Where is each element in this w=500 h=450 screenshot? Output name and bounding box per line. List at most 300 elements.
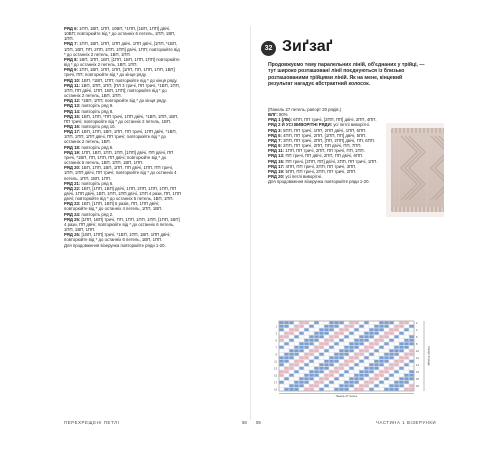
instruction-row — [64, 165, 182, 180]
chart-cell — [364, 349, 368, 352]
chart-cell — [399, 356, 403, 359]
chart-cell — [289, 332, 293, 335]
row-label: РЯД 9: — [64, 67, 78, 73]
chart-cell — [319, 328, 323, 331]
chart-cell — [384, 370, 388, 373]
chart-cell — [284, 325, 288, 328]
chart-cell — [349, 356, 353, 359]
row-text: 80% — [279, 112, 288, 118]
chart-cell — [284, 342, 288, 345]
chart-cell — [289, 363, 293, 366]
chart-cell — [304, 381, 308, 384]
row-text: 1ПП, 1ВП, 1ПП, 1ПП двічі, 1ПП двічі, [1ПП, *1ВП, 1ПП, 1ВП, ПП, 2ПП, 1ПП, 1ПП] двічі, 1ПП; повторюйте від * до останніх 2 петель, 1ВП, 1ПП. — [64, 41, 180, 57]
row-label: РЯД 3: — [268, 127, 282, 133]
chart-cell — [299, 332, 303, 335]
chart-cell — [314, 374, 318, 377]
chart-cell — [319, 332, 323, 335]
row-text: [1ВП, 1ПП] тричі, *1ВП, 1ПП, 1ВП, 1ПП двічі; повторюйте від * до останніх 6 петель, 1ВП, 1ПП. — [64, 232, 171, 243]
page-gutter — [250, 26, 251, 420]
chart-cell — [379, 325, 383, 328]
chart-cell — [379, 339, 383, 342]
chart-cell — [339, 321, 343, 324]
chart-cell — [309, 374, 313, 377]
chart-cell — [374, 374, 378, 377]
row-text: ПП тричі, [2ПП, ПП] двічі, 2ПП, ПП тричі, 1ПП. — [285, 158, 378, 164]
row-text: (Панель 27 петель, рапорт 20 рядів.) — [268, 107, 342, 112]
chart-cell — [279, 363, 283, 366]
chart-cell — [289, 339, 293, 342]
chart-cell — [389, 388, 393, 391]
chart-cell — [284, 356, 288, 359]
chart-cell — [304, 374, 308, 377]
row-text: усі петлі виворітні. — [333, 122, 370, 128]
chart-cell — [364, 374, 368, 377]
right-page — [255, 26, 444, 420]
chart-cell — [404, 363, 408, 366]
chart-cell — [304, 346, 308, 349]
row-label: РЯД 15: — [268, 158, 285, 164]
chart-cell — [309, 384, 313, 387]
chart-cell — [404, 342, 408, 345]
chart-cell — [314, 370, 318, 373]
row-label: РЯД 24: — [64, 211, 81, 217]
chart-cell — [339, 356, 343, 359]
chart-cell — [309, 388, 313, 391]
chart-cell — [394, 370, 398, 373]
chart-cell — [289, 328, 293, 331]
chart-cell — [324, 363, 328, 366]
chart-cell — [369, 342, 373, 345]
instruction-row — [64, 83, 182, 98]
chart-cell — [364, 381, 368, 384]
chart-cell — [389, 356, 393, 359]
chart-cell — [349, 377, 353, 380]
chart-cell — [314, 367, 318, 370]
chart-cell — [404, 346, 408, 349]
chart-cell — [334, 321, 338, 324]
chart-cell — [399, 377, 403, 380]
chart-cell — [324, 374, 328, 377]
chart-cell — [324, 384, 328, 387]
chart-cell — [289, 374, 293, 377]
chart-cell — [384, 367, 388, 370]
row-label: РЯД 1 (ЛБ): — [268, 117, 293, 123]
page-title: Зиґзаґ — [282, 38, 333, 55]
chart-cell — [309, 360, 313, 363]
chart-cell — [329, 381, 333, 384]
row-label: РЯД 14: — [64, 108, 81, 114]
pattern-intro: Продовжуємо тему паралельних ліній, об'єднаних у трійці, — тут широко розташовані лінії поєднуються із близько розташованими трійцями ліній. Як на мене, кінцевий результат нагадує абстрактний колосок. — [268, 62, 425, 87]
chart-cell — [314, 335, 318, 338]
left-page — [58, 26, 246, 420]
chart-cell — [404, 356, 408, 359]
chart-cell — [404, 374, 408, 377]
chart-cell — [334, 360, 338, 363]
instruction-row — [64, 243, 182, 248]
chart-cell — [379, 370, 383, 373]
chart-cell — [404, 353, 408, 356]
row-text: 5ПП, ПП тричі, 2ПП, ПП тричі, 2ПП. — [285, 168, 357, 174]
chart-row-label: 17 — [274, 381, 277, 385]
chart-cell — [369, 381, 373, 384]
chart-cell — [394, 335, 398, 338]
chart-cell — [359, 335, 363, 338]
chart-cell — [329, 328, 333, 331]
chart-row-label-right: 6 — [416, 335, 418, 339]
chart-cell — [314, 332, 318, 335]
instruction-row — [64, 67, 182, 77]
chart-cell — [309, 370, 313, 373]
chart-cell — [379, 335, 383, 338]
chart-cell — [374, 325, 378, 328]
chart-cell — [389, 328, 393, 331]
chart-cell — [344, 335, 348, 338]
chart-cell — [409, 339, 413, 342]
row-text: повторіть ряд 8. — [81, 108, 114, 114]
row-text: 1ВП, 1ПП, 1ПП, [ПЛ 3 тричі, ПП тричі, *1ВП, 1ПП, 1ПП, ПП двічі, 1ПП, 1ВП, 1ПП]; повторюйте від * до останніх 2 петель, 1ВП, 1ПП. — [64, 82, 180, 99]
row-label: РЯД 17: — [268, 163, 285, 169]
chart-cell — [379, 374, 383, 377]
chart-cell — [304, 339, 308, 342]
row-label: РЯД 11: — [64, 82, 81, 88]
row-label: РЯД 20: — [268, 174, 285, 180]
chart-cell — [339, 388, 343, 391]
chart-cell — [369, 377, 373, 380]
chart-cell — [299, 360, 303, 363]
row-label: РЯД 15: — [64, 113, 81, 119]
chart-cell — [384, 335, 388, 338]
chart-cell — [364, 346, 368, 349]
row-label: РЯД 5: — [268, 132, 282, 138]
chart-row-label-right: 20 — [416, 384, 419, 388]
chart-cell — [379, 321, 383, 324]
chart-cell — [314, 381, 318, 384]
chart-cell — [334, 335, 338, 338]
chart-cell — [279, 346, 283, 349]
chart-cell — [374, 332, 378, 335]
chart-cell — [409, 349, 413, 352]
chart-cell — [294, 325, 298, 328]
chart-cell — [289, 388, 293, 391]
chart-cell — [374, 384, 378, 387]
chart-row-label: 1 — [275, 325, 277, 329]
chart-cell — [324, 377, 328, 380]
chart-cell — [294, 346, 298, 349]
row-text: ПП тричі, ПП двічі, 2ПП, ПП двічі, 6ПП. — [285, 153, 364, 159]
chart-cell — [354, 339, 358, 342]
chart-cell — [409, 384, 413, 387]
row-label: РЯД 18: — [64, 144, 81, 150]
chart-cell — [359, 353, 363, 356]
row-text: 1ПП, 1ВП, 1ПП, 10ВП, *1ПП, [1ВП, 1ПП] двічі, 10ВП; повторюйте від * до останніх 6 петель, 1ПП, 1ВП, 1ПП. — [64, 26, 176, 42]
chart-cell — [339, 353, 343, 356]
chart-cell — [319, 342, 323, 345]
chart-row-label: 7 — [275, 346, 277, 350]
chart-cell — [384, 332, 388, 335]
chart-cell — [344, 328, 348, 331]
chart-row-label: 9 — [275, 353, 277, 357]
row-text: повторіть ряд 6. — [81, 144, 114, 150]
chart-cell — [359, 370, 363, 373]
chart-row-label: 11 — [274, 360, 277, 364]
chart-cell — [284, 377, 288, 380]
chart-cell — [364, 370, 368, 373]
chart-cell — [314, 356, 318, 359]
chart-cell — [404, 321, 408, 324]
chart-cell — [334, 325, 338, 328]
chart-cell — [384, 342, 388, 345]
row-text: повторіть ряд 2. — [81, 211, 114, 217]
chart-cell — [294, 363, 298, 366]
chart-cell — [299, 356, 303, 359]
row-label: РЯД 13: — [64, 103, 81, 109]
row-text: 1ПП, ПП тричі, 2ПП, ПП тричі, ПП, 1ПП. — [285, 148, 365, 154]
knitting-chart — [267, 319, 436, 397]
chart-cell — [314, 349, 318, 352]
row-text: 3ПП, ПП тричі, 2ПП, [ПП, 2ПП] двічі, ПП, 6ПП. — [283, 137, 375, 143]
chart-cell — [404, 339, 408, 342]
chart-cell — [349, 367, 353, 370]
chart-cell — [394, 353, 398, 356]
chart-cell — [329, 360, 333, 363]
chart-cell — [349, 349, 353, 352]
chart-cell — [394, 325, 398, 328]
chart-cell — [339, 339, 343, 342]
chart-cell — [304, 356, 308, 359]
pattern-number-badge: 32 — [261, 41, 276, 56]
chart-cell — [404, 377, 408, 380]
row-text: 1ПП, 1ВП, 1ПП, 1ПП, [1ПП, ПП, 1ПП, 1ПП, 1ВП] тричі, ПП; повторюйте від * до кінця ряду. — [64, 67, 175, 78]
chart-cell — [309, 342, 313, 345]
instruction-row — [64, 57, 182, 67]
chart-cell — [319, 377, 323, 380]
chart-cell — [279, 360, 283, 363]
chart-cell — [379, 381, 383, 384]
chart-cell — [409, 388, 413, 391]
chart-cell — [344, 349, 348, 352]
chart-cell — [324, 342, 328, 345]
chart-cell — [279, 335, 283, 338]
chart-cell — [394, 381, 398, 384]
row-text: 1ВП, 1ПП, *ПП тричі, 1ПП двічі, *1ВП, 1ПП, 1ВП, ПП тричі; повторюйте від * до останніх 2 петель, 1ВП. — [64, 113, 179, 124]
chart-cell — [309, 325, 313, 328]
chart-cell — [344, 381, 348, 384]
footer-left-running-head: ПЕРЕХРЕЩЕНІ ПЕТЛІ — [64, 420, 120, 425]
chart-cell — [334, 367, 338, 370]
chart-cell — [409, 360, 413, 363]
chart-cell — [384, 388, 388, 391]
chart-cell — [319, 353, 323, 356]
chart-cell — [404, 388, 408, 391]
chart-cell — [284, 360, 288, 363]
chart-cell — [374, 367, 378, 370]
chart-cell — [279, 381, 283, 384]
chart-cell — [319, 335, 323, 338]
chart-row-label: 3 — [275, 332, 277, 336]
row-text: 4ПП, ПП тричі, 2ПП, ПП тричі, 3ПП. — [285, 163, 357, 169]
row-label: РЯД 2 Й УСІ ВИВОРІТНІ РЯДИ: — [268, 122, 333, 128]
chart-cell — [329, 356, 333, 359]
chart-cell — [369, 332, 373, 335]
chart-row-label: 13 — [274, 367, 277, 371]
instruction-row — [64, 41, 182, 56]
chart-cell — [349, 381, 353, 384]
chart-cell — [399, 384, 403, 387]
chart-cell — [334, 332, 338, 335]
chart-cell — [349, 325, 353, 328]
chart-cell — [389, 332, 393, 335]
chart-cell — [409, 325, 413, 328]
chart-cell — [389, 349, 393, 352]
chart-cell — [289, 384, 293, 387]
chart-cell — [374, 363, 378, 366]
chart-cell — [359, 360, 363, 363]
chart-cell — [314, 346, 318, 349]
chart-cell — [354, 346, 358, 349]
instruction-row — [64, 129, 182, 144]
chart-cell — [344, 360, 348, 363]
chart-cell — [324, 325, 328, 328]
chart-cell — [344, 363, 348, 366]
chart-cell — [344, 388, 348, 391]
chart-cell — [309, 349, 313, 352]
chart-cell — [369, 363, 373, 366]
chart-cell — [279, 328, 283, 331]
chart-row-label-right: 2 — [416, 321, 418, 325]
chart-cell — [334, 370, 338, 373]
chart-cell — [399, 346, 403, 349]
chart-cell — [319, 388, 323, 391]
chart-cell — [309, 377, 313, 380]
chart-cell — [279, 374, 283, 377]
chart-cell — [404, 328, 408, 331]
chart-cell — [339, 367, 343, 370]
chart-cell — [399, 342, 403, 345]
chart-cell — [344, 353, 348, 356]
chart-cell — [299, 367, 303, 370]
chart-cell — [344, 370, 348, 373]
row-text: *1ВП, 1ПП; повторюйте від * до кінця ряду. — [81, 98, 167, 104]
chart-cell — [369, 346, 373, 349]
chart-cell — [399, 332, 403, 335]
chart-cell — [409, 370, 413, 373]
chart-cell — [399, 367, 403, 370]
chart-cell — [279, 325, 283, 328]
chart-row-label-right: 14 — [416, 363, 419, 367]
row-text: Для продовження візерунка повторюйте ряди 1-20. — [268, 179, 370, 185]
chart-cell — [299, 325, 303, 328]
chart-cell — [354, 381, 358, 384]
chart-cell — [354, 363, 358, 366]
chart-cell — [289, 321, 293, 324]
chart-cell — [369, 388, 373, 391]
chart-cell — [379, 356, 383, 359]
chart-cell — [384, 377, 388, 380]
chart-cell — [384, 353, 388, 356]
row-label: РЯД 8: — [64, 56, 78, 62]
row-label: РЯД 23: — [64, 201, 81, 207]
chart-cell — [304, 342, 308, 345]
chart-cell — [339, 332, 343, 335]
row-text: 1ВП, [1ПП, 1ВП] двічі, 1ПП, 2ПП, 1ПП, 1ПП, ПП двічі, 1ПП двічі, 1ВП, 1ПП, 1ПП двічі, 1ПП 4 рази, ПП, 1ПП двічі; повторюйте від * до останніх 5 петель, 1ВП, 1ПП. — [64, 185, 182, 202]
instruction-row — [64, 26, 182, 41]
row-text: повторіть ряд 6. — [81, 180, 114, 186]
chart-cell — [359, 374, 363, 377]
chart-cell — [384, 321, 388, 324]
chart-cell — [374, 339, 378, 342]
row-label: РЯД 26: — [64, 232, 81, 238]
chart-cell — [349, 321, 353, 324]
chart-cell — [349, 346, 353, 349]
chart-cell — [379, 360, 383, 363]
chart-cell — [294, 349, 298, 352]
chart-cell — [394, 349, 398, 352]
row-label: РЯД 17: — [64, 129, 81, 135]
row-label: РЯД 13: — [268, 153, 285, 159]
chart-cell — [389, 384, 393, 387]
chart-cell — [314, 321, 318, 324]
instruction-row — [268, 179, 380, 184]
swatch-photo — [386, 123, 444, 217]
chart-row-label-right: 16 — [416, 370, 419, 374]
chart-cell — [339, 374, 343, 377]
chart-cell — [354, 328, 358, 331]
chart-cell — [394, 388, 398, 391]
chart-cell — [359, 349, 363, 352]
chart-cell — [299, 377, 303, 380]
chart-cell — [334, 356, 338, 359]
chart-cell — [349, 360, 353, 363]
chart-cell — [354, 388, 358, 391]
chart-cell — [334, 342, 338, 345]
chart-cell — [394, 360, 398, 363]
chart-cell — [369, 328, 373, 331]
chart-cell — [389, 339, 393, 342]
chart-cell — [384, 360, 388, 363]
chart-cell — [374, 349, 378, 352]
chart-cell — [349, 342, 353, 345]
chart-cell — [289, 367, 293, 370]
chart-cell — [339, 363, 343, 366]
chart-svg — [267, 319, 436, 397]
row-label: РЯД 19: — [64, 149, 81, 155]
chart-cell — [324, 360, 328, 363]
chart-cell — [354, 321, 358, 324]
chart-cell — [354, 374, 358, 377]
row-text: повторіть ряд 10. — [81, 123, 116, 129]
row-text: 2ПП, ПП тричі, 2ПП, ПП двічі, ПП, 7ПП. — [283, 143, 362, 149]
chart-cell — [304, 388, 308, 391]
chart-cell — [319, 370, 323, 373]
chart-cell — [364, 339, 368, 342]
chart-cell — [354, 356, 358, 359]
chart-cell — [284, 332, 288, 335]
chart-cell — [389, 374, 393, 377]
row-label: РЯД 7: — [268, 137, 282, 143]
chart-cell — [334, 377, 338, 380]
chart-cell — [284, 370, 288, 373]
chart-cell — [399, 360, 403, 363]
chart-cell — [294, 335, 298, 338]
chart-cell — [289, 356, 293, 359]
chart-cell — [334, 353, 338, 356]
chart-cell — [399, 349, 403, 352]
chart-cell — [334, 388, 338, 391]
instruction-row — [64, 201, 182, 211]
instruction-row — [64, 150, 182, 165]
row-label: РЯД 9: — [268, 143, 282, 149]
chart-cell — [324, 332, 328, 335]
